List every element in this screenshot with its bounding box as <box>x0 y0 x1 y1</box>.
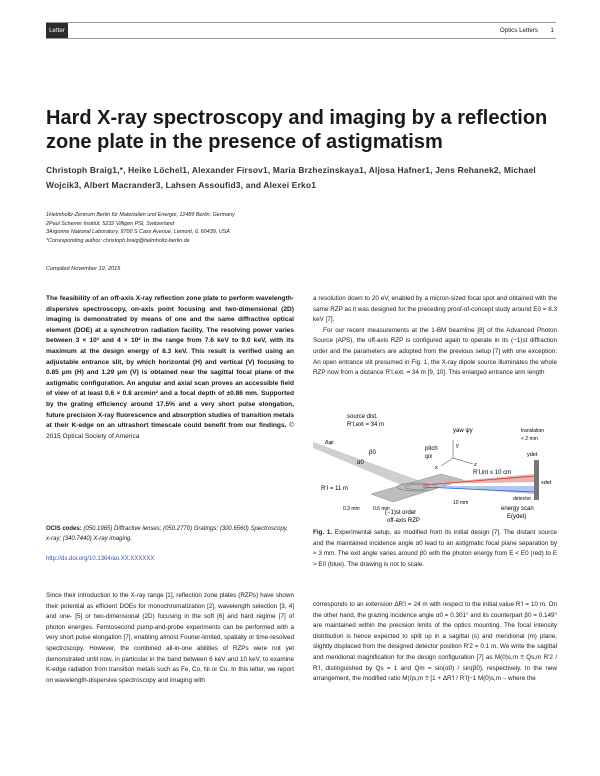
paper-title: Hard X-ray spectroscopy and imaging by a reflection zone plate in the presence of astigmatism <box>46 107 548 153</box>
page-number: 1 <box>550 27 554 34</box>
doi-link[interactable]: http://dx.doi.org/10.1364/ao.XX.XXXXXX <box>46 556 155 562</box>
abstract-text: The feasibility of an off-axis X-ray reflection zone plate to perform wavelength-dispersive spectroscopy, on-axis point focusing and two-dimensional (2D) imaging is demonstrated by means of one and the same diffractive optical element (DOE) at a synchrotron radiation facility. The resolving power varies between 3 × 10³ and 4 × 10² in the range from 7.6 keV to 9.0 keV, with its maximum at the design energy of 8.3 keV. This result is verified using an adjustable entrance slit, by which horizontal (H) and vertical (V) focusing to 0.85 μm (H) and 1.29 μm (V) is obtained near the sagittal focal plane of the astigmatic configuration. An angular and axial scan proves an accessible field of view of at least 0.6 × 0.8 arcmin² and a focal depth of ±0.86 mm. Supported by the grating efficiency around 17.5% and a very short pulse elongation, future precision X-ray fluorescence and absorption studies of transition metals at their K-edge on an ultrashort timescale could benefit from our findings. <box>46 295 294 430</box>
journal-name: Optics Letters <box>499 27 538 34</box>
label-translation-value: < 2 mm <box>521 436 538 442</box>
copyright: © 2015 Optical Society of America <box>46 422 294 440</box>
ocis-label: OCIS codes: <box>46 526 82 532</box>
label-y: y <box>456 443 459 449</box>
label-r-int: R'I,int ≤ 10 cm <box>473 470 512 476</box>
ocis-codes <box>46 524 294 544</box>
label-slit: 10 mm <box>453 500 469 506</box>
label-z: z <box>474 462 477 468</box>
right-paragraph-1: a resolution down to 20 eV, enabled by a micron-sized focal spot and obtained with the same RZP as it was designed for the preceding proof-of-concept study around E0 = 8.3 keV [7]. <box>313 295 557 324</box>
compiled-date: Compiled November 19, 2015 <box>46 266 121 272</box>
label-energy-scan: energy scan <box>501 506 534 512</box>
affiliations <box>46 211 556 245</box>
label-r-ext: R'I,ext = 34 m <box>347 422 384 428</box>
label-pitch: pitch <box>425 446 438 452</box>
label-dx: 0.3 mm <box>343 506 360 512</box>
label-delta-phi: Δφi <box>325 440 334 446</box>
label-dz: 0.6 mm <box>373 506 390 512</box>
label-ydet: ydet <box>527 452 538 458</box>
abstract <box>46 294 294 442</box>
label-order: (−1)st order <box>385 510 417 516</box>
figure-1-setup-diagram <box>313 410 557 524</box>
label-energy-func: E(ydet) <box>507 514 527 520</box>
figure-caption <box>313 528 557 570</box>
right-body-text: corresponds to an extension ΔR'I = 24 m with respect to the initial value R'I = 10 m. On the other hand, the grazing incidence angle α0 = 0.301° and its counterpart β0 = 0.149° are maintained within the precision limits of the optics mounting. The focal intensity distribution is hence expected to split up in a sagittal (s) and meridional (m) plane, slightly displaced from the designed detector position R'2 = 0.1 m. We write the sagittal and meridional magnification for the design configuration [7] as M(0)s,m ≡ Qs,m R'2 / R'I, distinguished by Qs = 1 and Qm = sin(α0) / sin(β0), respectively. In the new arrangement, the modified ratio M(i)s,m ≡ [1 + ΔR'I / R'I]−1 M(0)s,m – where the <box>313 601 557 683</box>
corresponding-author: *Corresponding author: christoph.braig@helmholtz-berlin.de <box>46 237 190 244</box>
label-source-dist: source dist. <box>347 414 378 420</box>
right-paragraph-2: For our recent measurements at the 1-BM beamline [8] of the Advanced Photon Source (APS), the off-axis RZP is configured again to operate in its (−1)st diffraction order and the parameters are adopted from the previous setup [7] with one exception: An open entrance slit presumed in Fig. 1, the X-ray dipole source illuminates the whole RZP now from a distance R'I,ext. = 34 m [9, 10]. This enlarged entrance arm length <box>313 326 557 377</box>
caption-text: Experimental setup, as modified from its initial design [7]. The distant source and the maintained incidence angle α0 lead to an astigmatic focal plane separation by ≈ 3 mm. The exit angle varies around β0 with the photon energy from E < E0 (red) to E > E0 (blue). The drawing is not to scale. <box>313 529 557 568</box>
caption-label: Fig. 1. <box>313 529 333 536</box>
label-beta0: β0 <box>369 450 376 456</box>
label-detector: detector <box>513 496 532 502</box>
right-column-top <box>313 294 557 379</box>
ocis-text: (050.1965) Diffractive lenses; (050.2770) Gratings; (300.6560) Spectroscopy, x-ray; (340.7440) X-ray imaging. <box>46 526 289 542</box>
label-r-inner: R'I = 11 m <box>321 486 348 492</box>
author-list: Christoph Braig1,*, Heike Löchel1, Alexander Firsov1, Maria Brzhezinskaya1, Aljosa Hafner1, Jens Rehanek2, Michael Wojcik3, Albert Macrander3, Lahsen Assoufid3, and Alexei Erko1 <box>46 165 536 190</box>
affiliation-2: 2Paul Scherrer Institut, 5232 Villigen PSI, Switzerland <box>46 220 175 227</box>
affiliation-1: 1Helmholtz-Zentrum Berlin für Materialien und Energie, 12489 Berlin, Germany <box>46 212 235 218</box>
intro-paragraph <box>46 591 294 686</box>
running-header <box>46 22 556 39</box>
detector <box>534 460 539 500</box>
label-x: x <box>435 465 438 471</box>
affiliation-3: 3Argonne National Laboratory, 9700 S Cass Avenue, Lemont, IL 60439, USA <box>46 229 230 236</box>
label-translation: translation <box>521 428 545 434</box>
label-yaw: yaw ψy <box>453 428 473 434</box>
label-xdet: xdet <box>541 480 552 486</box>
label-rzp: off-axis RZP <box>387 518 420 524</box>
label-alpha0: α0 <box>357 460 364 466</box>
article-type-tag: Letter <box>46 23 68 38</box>
right-column-body <box>313 600 557 685</box>
label-psi-x: ψx <box>425 454 433 460</box>
intro-text: Since their introduction to the X-ray range [1], reflection zone plates (RZPs) have shown their potential as efficient DOEs for monochromatization [2], wavelength selection [3, 4] and one- [5] or two-dimensional (2D) focusing in the soft [6] and hard regime [7] of photon energies. Femtosecond pump-and-probe experiments can be performed with a very short pulse elongation [7], enabling almost Fourier-limited, spatially or time-resolved spectroscopy. However, the combined all-in-one abilities of RZPs were not yet demonstrated until now, in particular in the band between 6 keV and 10 keV, to examine K-edge radiation from transition metals such as Fe, Co, Ni or Cu. In this letter, we report on wavelength-dispersive spectroscopy and imaging with <box>46 592 294 684</box>
